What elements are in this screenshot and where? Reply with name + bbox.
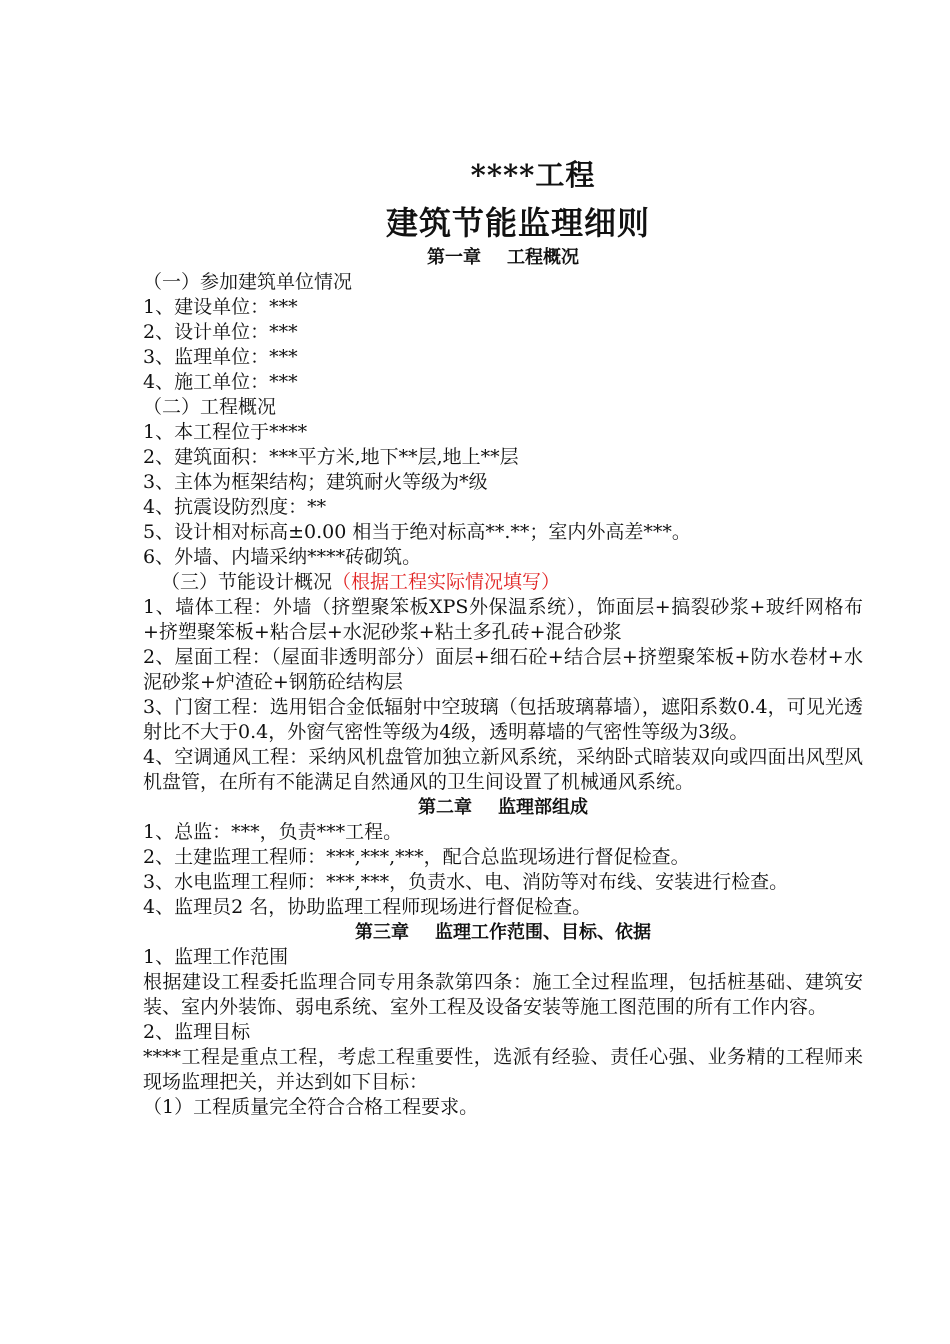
overview-line: 3、主体为框架结构；建筑耐火等级为*级: [143, 471, 488, 493]
goal-heading: 2、监理目标: [143, 1021, 251, 1043]
section-overview-heading: （二）工程概况: [143, 396, 277, 418]
scope-heading: 1、监理工作范围: [143, 946, 289, 968]
chapter-2-heading: [143, 795, 863, 820]
design-paragraph: 2、屋面工程：（屋面非透明部分）面层+细石砼+结合层+挤塑聚笨板+防水卷材+水泥砂浆+炉渣砼+钢筋砼结构层: [143, 646, 863, 693]
chapter-3-heading: [143, 920, 863, 945]
chapter-3-label: 第三章: [355, 922, 409, 943]
overview-line: 6、外墙、内墙采纳****砖砌筑。: [143, 546, 422, 568]
chapter-1-label: 第一章: [427, 247, 481, 268]
chapter-1-heading: [143, 245, 863, 270]
design-paragraph: 4、空调通风工程：采纳风机盘管加独立新风系统，采纳卧式暗装双向或四面出风型风机盘管，在所有不能满足自然通风的卫生间设置了机械通风系统。: [143, 746, 863, 793]
team-line: 2、土建监理工程师：***,***,***，配合总监现场进行督促检查。: [143, 846, 690, 868]
section-energy-design-title: （三）节能设计概况: [161, 571, 333, 593]
design-paragraph: 3、门窗工程：选用铝合金低辐射中空玻璃（包括玻璃幕墙），遮阳系数0.4，可见光透射比不大于0.4，外窗气密性等级为4级，透明幕墙的气密性等级为3级。: [143, 696, 863, 743]
team-line: 4、监理员2 名，协助监理工程师现场进行督促检查。: [143, 896, 592, 918]
overview-line: 2、建筑面积：***平方米,地下**层,地上**层: [143, 446, 519, 468]
unit-line: 2、设计单位：***: [143, 321, 298, 343]
document-title: ****工程: [470, 158, 596, 192]
section-participants-heading: （一）参加建筑单位情况: [143, 271, 353, 293]
team-line: 3、水电监理工程师：***,***，负责水、电、消防等对布线、安装进行检查。: [143, 871, 789, 893]
scope-paragraph: 根据建设工程委托监理合同专用条款第四条：施工全过程监理，包括桩基础、建筑安装、室内外装饰、弱电系统、室外工程及设备安装等施工图范围的所有工作内容。: [143, 971, 863, 1018]
chapter-2-title: 监理部组成: [498, 797, 588, 818]
chapter-3-title: 监理工作范围、目标、依据: [435, 922, 651, 943]
overview-line: 5、设计相对标高±0.00 相当于绝对标高**.**；室内外高差***。: [143, 521, 691, 543]
overview-line: 4、抗震设防烈度：**: [143, 496, 327, 518]
overview-line: 1、本工程位于****: [143, 421, 308, 443]
document-subtitle: 建筑节能监理细则: [385, 204, 650, 242]
section-energy-design-heading: [143, 570, 863, 595]
section-energy-design-note: （根据工程实际情况填写）: [332, 571, 561, 593]
chapter-2-label: 第二章: [418, 797, 472, 818]
unit-line: 3、监理单位：***: [143, 346, 298, 368]
unit-line: 1、建设单位：***: [143, 296, 298, 318]
goal-paragraph: ****工程是重点工程，考虑工程重要性，选派有经验、责任心强、业务精的工程师来现场监理把关，并达到如下目标：: [143, 1046, 863, 1093]
team-line: 1、总监：***，负责***工程。: [143, 821, 403, 843]
unit-line: 4、施工单位：***: [143, 371, 298, 393]
document-body: [143, 155, 863, 1120]
design-paragraph: 1、墙体工程：外墙（挤塑聚笨板XPS外保温系统），饰面层+搞裂砂浆+玻纤网格布+挤塑聚笨板+粘合层+水泥砂浆+粘土多孔砖+混合砂浆: [143, 596, 863, 643]
goal-item: （1）工程质量完全符合合格工程要求。: [143, 1096, 479, 1118]
chapter-1-title: 工程概况: [507, 247, 579, 268]
